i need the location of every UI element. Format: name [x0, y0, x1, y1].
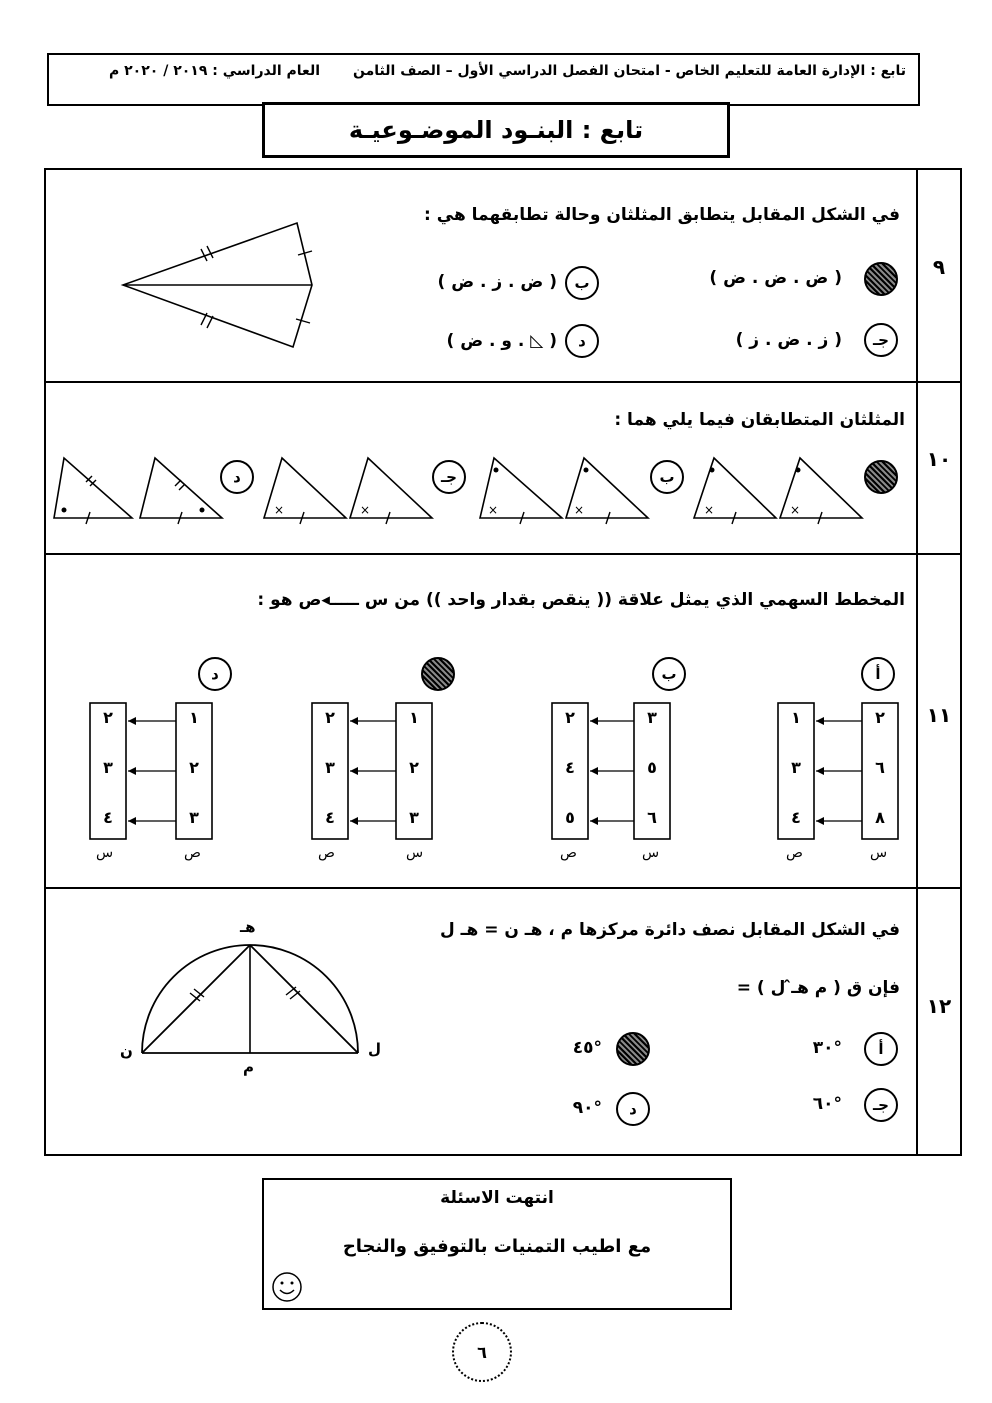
set-label: س [406, 845, 424, 861]
option-c-circle[interactable]: جـ [432, 460, 466, 494]
closing-box [262, 1178, 732, 1310]
set-label: س [642, 845, 660, 861]
option-d-text: °٩٠ [572, 1098, 602, 1118]
section-title: تابع : البنـود الموضـوعيـة [262, 102, 730, 158]
set-label: ص [560, 845, 577, 861]
question-text: في الشكل المقابل نصف دائرة مركزها م ، هـ ن = هـ ل [440, 920, 900, 940]
diagram-c-right-1: ٢ [325, 708, 335, 727]
question-number: ١٢ [926, 994, 952, 1018]
diagram-a-circle[interactable]: أ [861, 657, 895, 691]
exam-header [47, 53, 920, 106]
number-column-divider [916, 168, 918, 1156]
diagram-a-left-2: ٦ [875, 758, 885, 777]
option-c-text: ( ز . ض . ز ) [735, 330, 842, 350]
diagram-b-right-2: ٤ [565, 758, 575, 777]
option-b-text: ( ض . ز . ض ) [437, 272, 557, 292]
svg-text:×: × [574, 503, 585, 517]
option-a-circle[interactable] [864, 262, 898, 296]
option-a-circle[interactable] [864, 460, 898, 494]
question-text: المخطط السهمي الذي يمثل علاقة (( ينقص بقدار واحد )) من س ـــــ◂ص هو : [257, 590, 905, 610]
set-label: ص [786, 845, 803, 861]
question-number: ١١ [926, 703, 952, 727]
row-divider [44, 381, 962, 383]
page-number: ٦ [452, 1322, 512, 1382]
diagram-a-right-3: ٤ [791, 808, 801, 827]
row-divider [44, 553, 962, 555]
diagram-a-right-1: ١ [791, 708, 801, 727]
option-b-circle[interactable]: ب [650, 460, 684, 494]
diagram-d-right-3: ٤ [103, 808, 113, 827]
option-c-circle[interactable]: جـ [864, 323, 898, 357]
option-c-circle[interactable]: جـ [864, 1088, 898, 1122]
option-d-circle[interactable]: د [616, 1092, 650, 1126]
set-label: ص [184, 845, 201, 861]
diagram-a-left-3: ٨ [875, 808, 885, 827]
smiley-icon [270, 1270, 304, 1304]
diagram-c-right-3: ٤ [325, 808, 335, 827]
diagram-c-right-2: ٣ [325, 758, 335, 777]
svg-text:×: × [790, 503, 801, 517]
good-luck-message: مع اطيب التمنيات بالتوفيق والنجاح [342, 1236, 652, 1257]
option-b-text: °٤٥ [572, 1038, 602, 1058]
question-text: المثلثان المتطابقان فيما يلي هما : [614, 410, 905, 430]
end-of-questions: انتهت الاسئلة [440, 1188, 554, 1208]
diagram-b-right-3: ٥ [565, 808, 575, 827]
option-a-circle[interactable]: أ [864, 1032, 898, 1066]
svg-text:×: × [704, 503, 715, 517]
question-text: في الشكل المقابل يتطابق المثلثان وحالة تطابقهما هي : [424, 205, 900, 225]
diagram-b-right-1: ٢ [565, 708, 575, 727]
row-divider [44, 887, 962, 889]
svg-text:×: × [274, 503, 285, 517]
svg-text:×: × [488, 503, 499, 517]
set-label: ص [318, 845, 335, 861]
diagram-b-left-1: ٣ [647, 708, 657, 727]
diagram-c-circle[interactable] [421, 657, 455, 691]
option-a-text: ( ض . ض . ض ) [709, 268, 842, 288]
diagram-d-left-1: ١ [189, 708, 199, 727]
arrow-diagrams [90, 703, 910, 863]
kite-figure [115, 215, 325, 355]
option-d-text: ( ◺ . و . ض ) [446, 331, 557, 351]
header-title: تابع : الإدارة العامة للتعليم الخاص - امتحان الفصل الدراسي الأول – الصف الثامن [353, 63, 906, 79]
vertex-label-left: ن [120, 1042, 133, 1060]
diagram-d-circle[interactable]: د [198, 657, 232, 691]
diagram-b-circle[interactable]: ب [652, 657, 686, 691]
diagram-d-right-1: ٢ [103, 708, 113, 727]
diagram-c-left-3: ٣ [409, 808, 419, 827]
option-c-text: °٦٠ [812, 1094, 842, 1114]
vertex-label-top: هـ [240, 918, 256, 936]
question-number: ٩ [932, 255, 946, 279]
option-b-circle[interactable]: ب [565, 266, 599, 300]
diagram-b-left-2: ٥ [647, 758, 657, 777]
option-a-text: °٣٠ [812, 1038, 842, 1058]
diagram-c-left-2: ٢ [409, 758, 419, 777]
diagram-d-left-3: ٣ [189, 808, 199, 827]
question-number: ١٠ [926, 447, 952, 471]
question-text-2: فإن ق ( م هـ̂ ل ) = [736, 978, 900, 998]
svg-text:×: × [360, 503, 371, 517]
diagram-c-left-1: ١ [409, 708, 419, 727]
semicircle-figure [138, 935, 368, 1060]
option-b-circle[interactable] [616, 1032, 650, 1066]
set-label: س [870, 845, 888, 861]
center-label: م [243, 1058, 254, 1076]
triangles-figure [50, 452, 860, 522]
diagram-d-left-2: ٢ [189, 758, 199, 777]
diagram-d-right-2: ٣ [103, 758, 113, 777]
diagram-a-right-2: ٣ [791, 758, 801, 777]
set-label: س [96, 845, 114, 861]
academic-year: العام الدراسي : ٢٠١٩ / ٢٠٢٠ م [109, 63, 321, 79]
option-d-circle[interactable]: د [220, 460, 254, 494]
option-d-circle[interactable]: د [565, 324, 599, 358]
diagram-b-left-3: ٦ [647, 808, 657, 827]
diagram-a-left-1: ٢ [875, 708, 885, 727]
vertex-label-right: ل [368, 1040, 382, 1058]
